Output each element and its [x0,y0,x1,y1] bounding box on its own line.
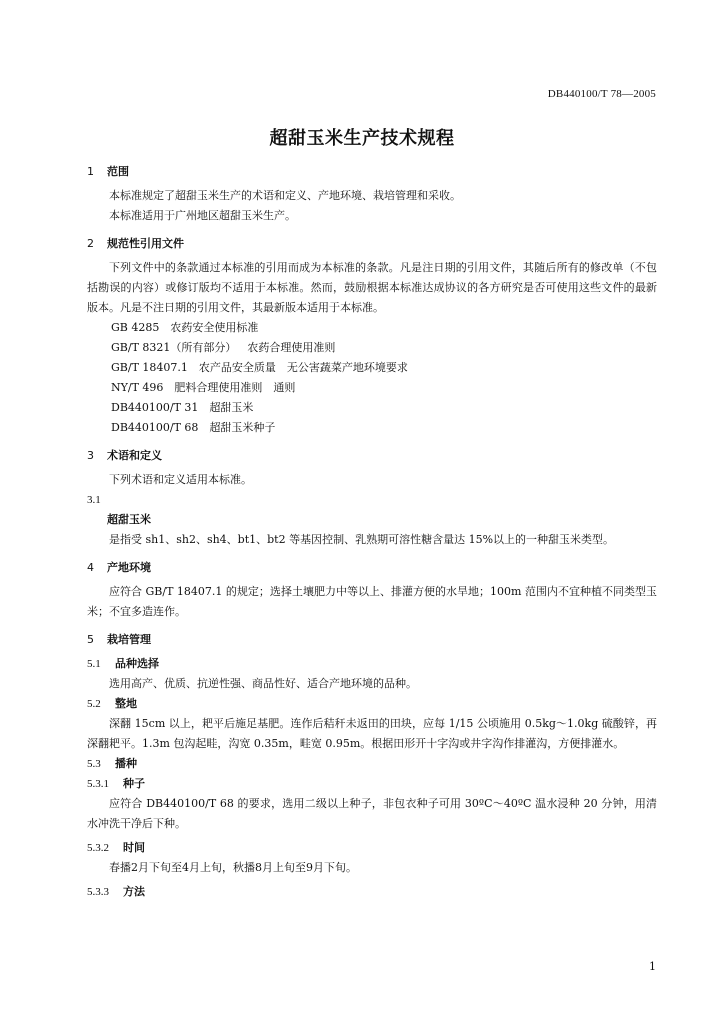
reference-item [87,358,657,378]
section-2-heading [87,234,657,254]
reference-name: 农产品安全质量 无公害蔬菜产地环境要求 [198,361,408,374]
subsection-5-3-1-heading [87,774,657,794]
subsection-title: 时间 [123,841,145,854]
section-number: 3 [87,449,94,462]
subsection-5-1-heading [87,654,657,674]
paragraph: 下列术语和定义适用本标准。 [109,473,252,486]
reference-item [87,338,657,358]
term-number: 3.1 [87,494,101,506]
reference-name: 肥料合理使用准则 通则 [174,381,296,394]
subsection-title: 方法 [123,885,145,898]
subsection-number: 5.3.2 [87,842,109,854]
section-title: 栽培管理 [107,633,151,646]
paragraph: 选用高产、优质、抗逆性强、商品性好、适合产地环境的品种。 [109,677,417,690]
reference-code: GB/T 8321（所有部分） [111,341,237,354]
paragraph: 深翻 15cm 以上，耙平后施足基肥。连作后秸秆未返田的田块，应每 1/15 公顷施用 0.5kg～1.0kg 硫酸锌，再深翻耙平。1.3m 包沟起畦，沟宽 0.35m，畦宽 0.95m。根据田形开十字沟或井字沟作排灌沟，方便排灌水。 [87,717,657,750]
section-title: 规范性引用文件 [107,237,184,250]
paragraph: 本标准规定了超甜玉米生产的术语和定义、产地环境、栽培管理和采收。 [109,189,461,202]
reference-name: 农药合理使用准则 [247,341,336,354]
reference-code: GB/T 18407.1 [111,361,188,374]
reference-code: GB 4285 [111,321,160,334]
section-number: 4 [87,561,94,574]
section-title: 产地环境 [107,561,151,574]
reference-item [87,318,657,338]
document-code: DB440100/T 78—2005 [547,88,656,100]
subsection-number: 5.1 [87,658,101,670]
subsection-number: 5.3.3 [87,886,109,898]
reference-code: NY/T 496 [111,381,164,394]
paragraph: 应符合 DB440100/T 68 的要求，选用二级以上种子，非包衣种子可用 30ºC～40ºC 温水浸种 20 分钟，用清水冲洗干净后下种。 [87,797,657,830]
subsection-number: 5.2 [87,698,101,710]
document-title: 超甜玉米生产技术规程 [269,128,455,149]
paragraph: 本标准适用于广州地区超甜玉米生产。 [109,209,296,222]
reference-name: 农药安全使用标准 [170,321,259,334]
reference-name: 超甜玉米种子 [209,421,276,434]
subsection-5-2-heading [87,694,657,714]
reference-code: DB440100/T 31 [111,401,199,414]
paragraph: 应符合 GB/T 18407.1 的规定；选择土壤肥力中等以上、排灌方便的水旱地；100m 范围内不宜种植不同类型玉米；不宜多造连作。 [87,585,657,618]
reference-code: DB440100/T 68 [111,421,199,434]
subsection-number: 5.3 [87,758,101,770]
reference-item [87,418,657,438]
reference-name: 超甜玉米 [209,401,254,414]
subsection-title: 整地 [115,697,137,710]
subsection-5-3-3-heading [87,882,657,902]
section-title: 范围 [107,165,129,178]
section-number: 1 [87,165,94,178]
section-title: 术语和定义 [107,449,162,462]
section-1-heading [87,162,657,182]
document-body [87,162,657,902]
subsection-title: 播种 [115,757,137,770]
paragraph: 下列文件中的条款通过本标准的引用而成为本标准的条款。凡是注日期的引用文件，其随后所有的修改单（不包括勘误的内容）或修订版均不适用于本标准。然而，鼓励根据本标准达成协议的各方研究是否可使用这些文件的最新版本。凡是不注日期的引用文件，其最新版本适用于本标准。 [87,261,657,314]
term-name: 超甜玉米 [107,513,151,526]
subsection-title: 品种选择 [115,657,159,670]
term-definition: 是指受 sh1、sh2、sh4、bt1、bt2 等基因控制、乳熟期可溶性糖含量达 15%以上的一种甜玉米类型。 [109,533,615,546]
page-number: 1 [649,960,656,973]
subsection-title: 种子 [123,777,145,790]
subsection-5-3-heading [87,754,657,774]
section-4-heading [87,558,657,578]
subsection-5-3-2-heading [87,838,657,858]
reference-item [87,378,657,398]
section-number: 5 [87,633,94,646]
section-number: 2 [87,237,94,250]
section-3-heading [87,446,657,466]
subsection-number: 5.3.1 [87,778,109,790]
paragraph: 春播2月下旬至4月上旬，秋播8月上旬至9月下旬。 [109,861,357,874]
section-5-heading [87,630,657,650]
reference-item [87,398,657,418]
